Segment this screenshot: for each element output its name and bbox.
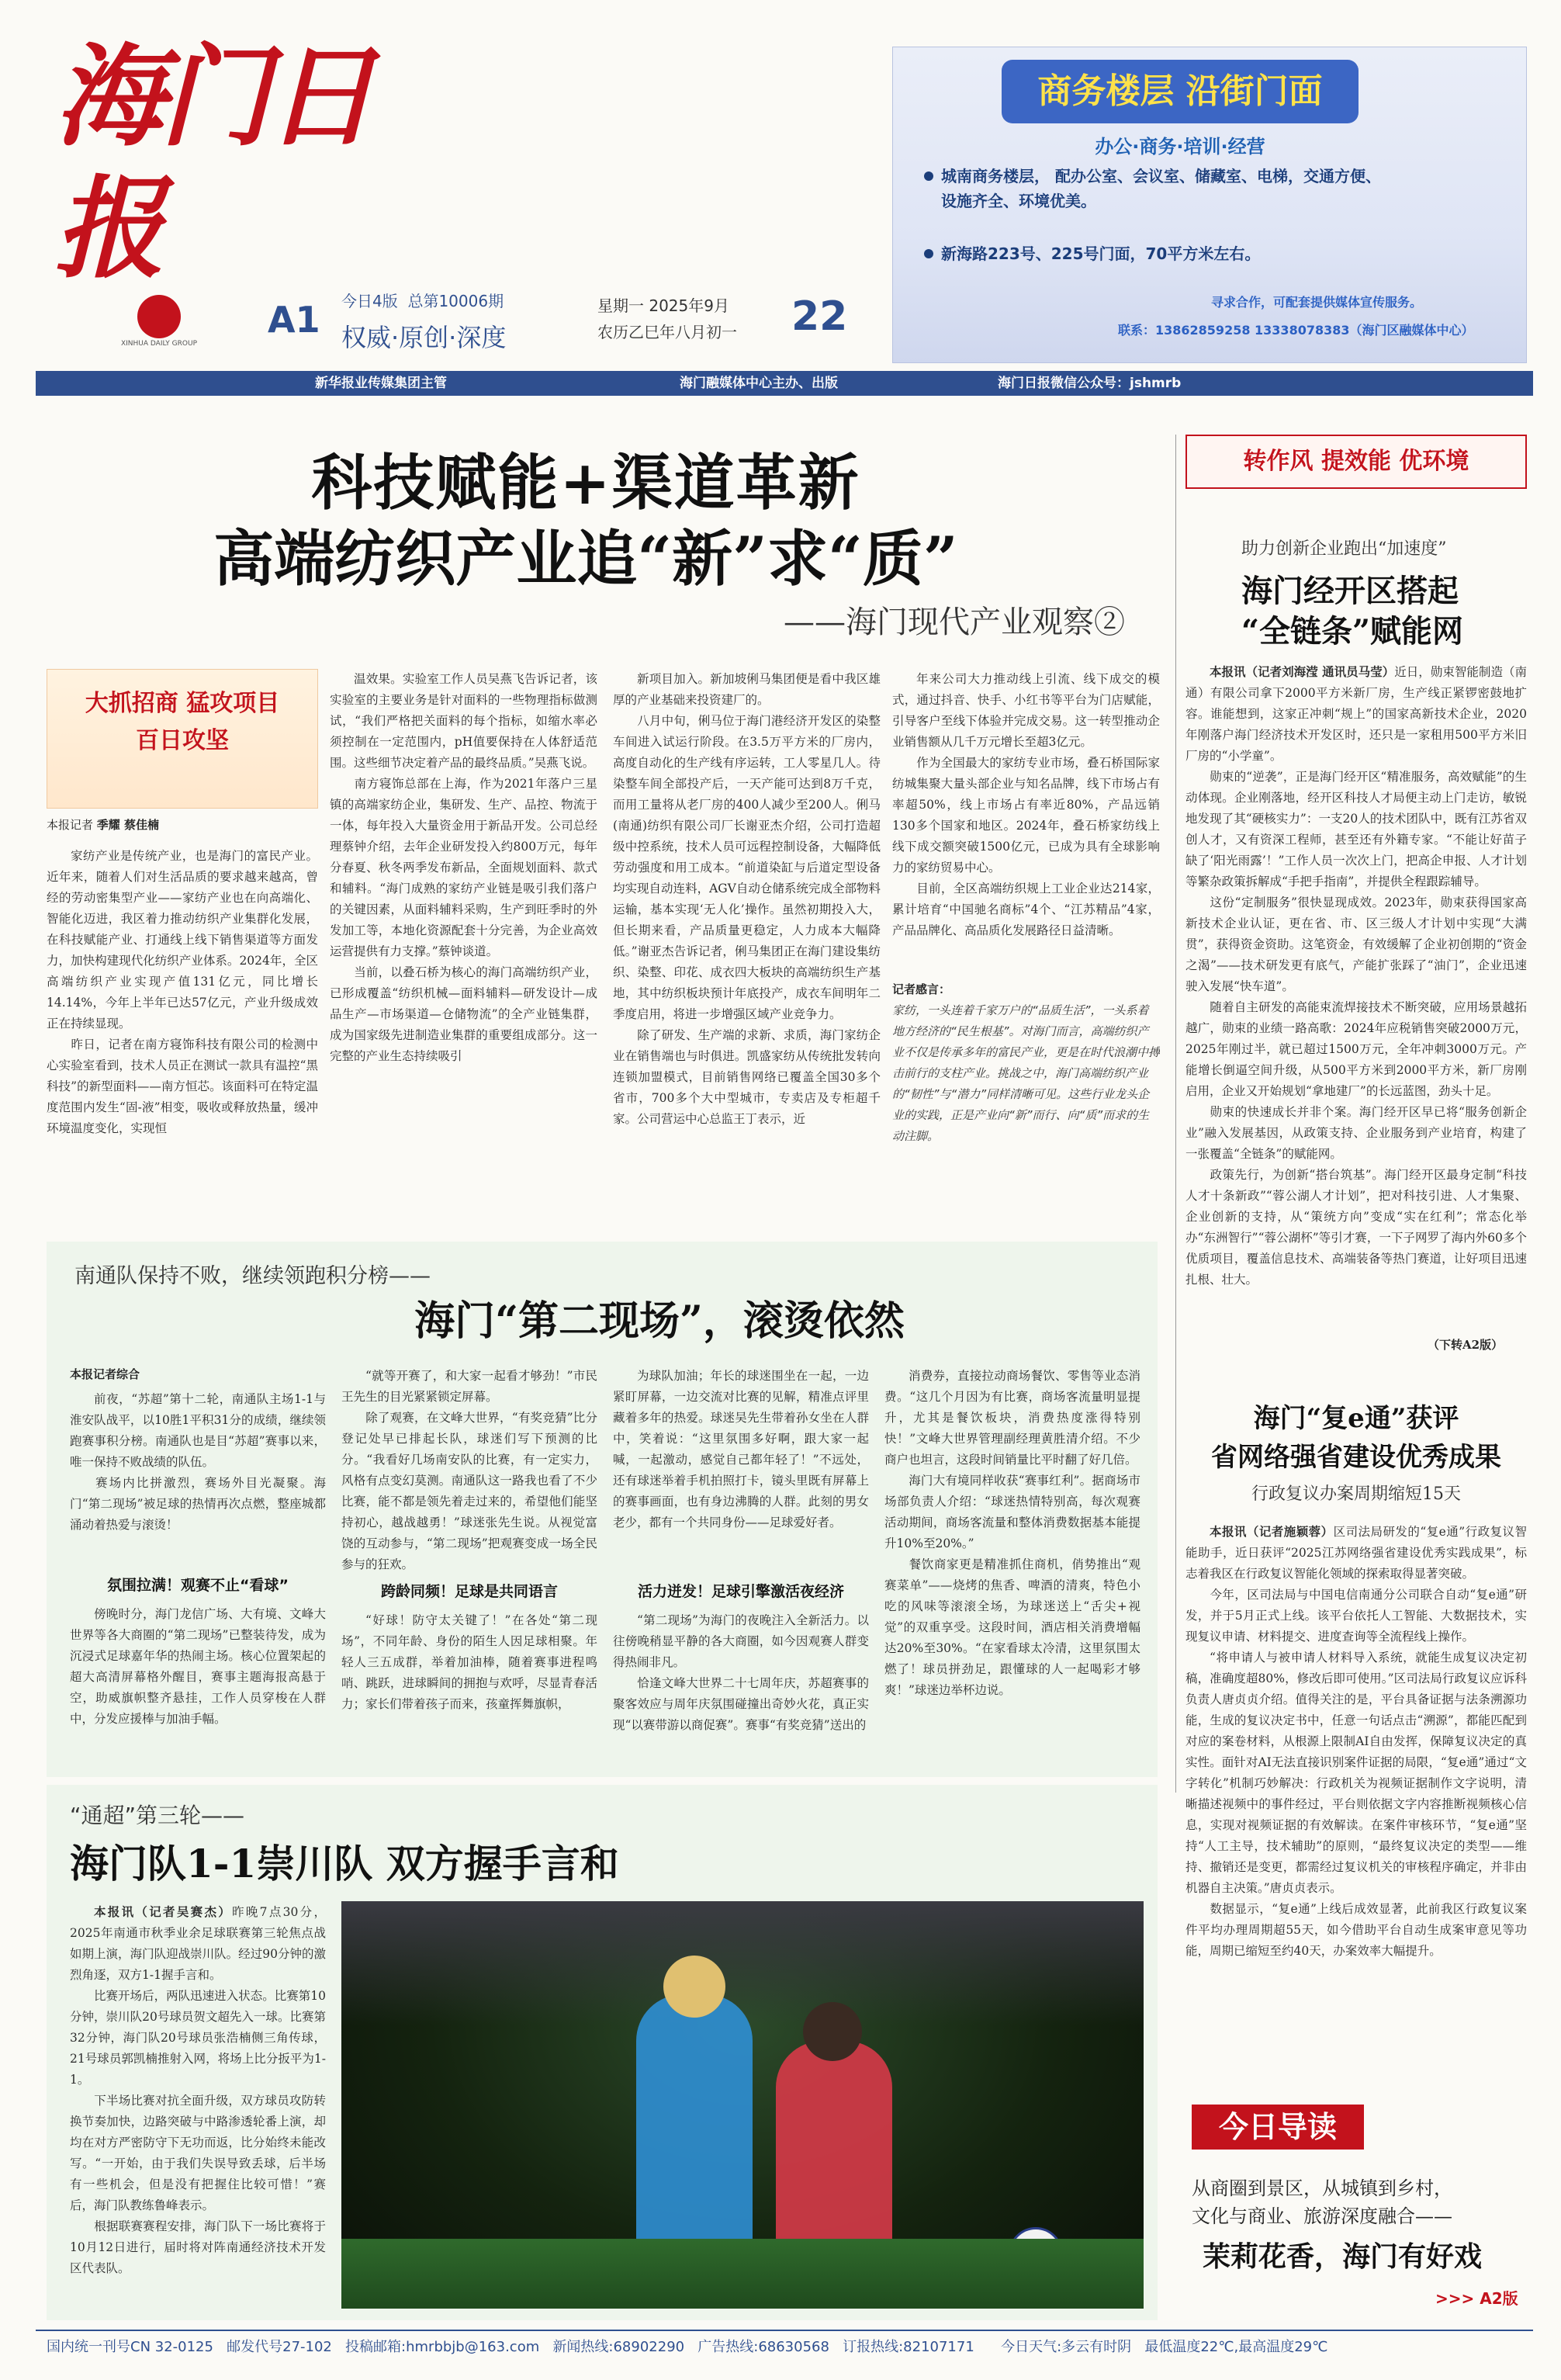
- continued-note: （下转A2版）: [1428, 1338, 1504, 1352]
- lead-byline: 本报记者 季耀 蔡佳楠: [47, 818, 160, 832]
- ad-title: 商务楼层 沿街门面: [1002, 60, 1359, 123]
- sport1-title: 海门“第二现场”，滚烫依然: [414, 1297, 905, 1345]
- campaign-banner: [47, 669, 318, 809]
- lead-col-3: 新项目加入。新加坡俐马集团便是看中我区雄厚的产业基础来投资建厂的。 八月中旬，俐马位于海门港经济开发区的染整车间进入试运行阶段。在3.5万平方米的厂房内，高度自动化的生产线有序运转，工人零星几人。待染整车间全部投产后，一天产能可达到8万千克，而用工量将从老厂房的400人减少至200人。俐马(南通)纺织有限公司厂长谢亚杰介绍，公司打造超级中控系统，技术人员可远程控制设备，大幅降低劳动强度和用工成本。“前道染缸与后道定型设备均实现自动连料，AGV自动仓储系统完成全部物料运输，基本实现‘无人化’操作。虽然初期投入大，但长期来看，产品质量更稳定，人力成本大幅降低。”谢亚杰告诉记者，俐马集团正在海门建设集纺织、染整、印花、成衣四大板块的高端纺织生产基地，其中纺织板块预计年底投产，成衣车间明年二季度启用，将进一步增强区域产业竞争力。 除了研发、生产端的求新、求质，海门家纺企业在销售端也与时俱进。凯盛家纺从传统批发转向连锁加盟模式，目前销售网络已覆盖全国30多个省市，700多个大中型城市，专卖店及专柜超千家。公司营运中心总监王丁表示，近: [613, 672, 881, 1126]
- right-title-1: 海门经开区搭起: [1241, 573, 1459, 609]
- player-blue-head: [663, 1956, 725, 2018]
- ad-bullet-2: 新海路223号、225号门面，70平方米左右。: [924, 241, 1390, 266]
- lead-subtitle: ——海门现代产业观察②: [784, 605, 1125, 640]
- band-right: 海门日报微信公众号：jshmrb: [998, 376, 1182, 391]
- ad-contact: 联系：13862859258 13338078383（海门区融媒体中心）: [1118, 323, 1474, 338]
- slogan-text: 转作风 提效能 优环境: [1243, 448, 1469, 475]
- match-photo: [341, 1901, 1144, 2309]
- publisher-logo-text: XINHUA DAILY GROUP: [120, 340, 197, 348]
- preview-line-2: 文化与商业、旅游深度融合——: [1192, 2205, 1452, 2227]
- today-preview-label: 今日导读: [1192, 2105, 1364, 2150]
- lead-col-2: 温效果。实验室工作人员吴燕飞告诉记者，该实验室的主要业务是针对面料的一些物理指标做测试，“我们严格把关面料的每个指标，如缩水率必须控制在一定范围内，pH值要保持在人体舒适范围。这些细节决定着产品的最终品质。”吴燕飞说。 南方寝饰总部在上海，作为2021年落户三星镇的高端家纺企业，集研发、生产、品控、物流于一体，每年投入大量资金用于新品开发。公司总经理蔡钟介绍，去年企业研发投入约800万元，每年分春夏、秋冬两季发布新品，全面规划面料、款式和辅料。“海门成熟的家纺产业链是吸引我们落户的关键因素，从面料辅料采购，生产到旺季时的外发加工等，本地化资源配套十分完善，为企业高效运营提供有力支撑。”蔡钟谈道。 当前，以叠石桥为核心的海门高端纺织产业，已形成覆盖“纺织机械—面料辅料—研发设计—成品生产—市场渠道—仓储物流”的全产业链集群，成为国家级先进制造业集群的重要组成部分。这一完整的产业生态持续吸引: [330, 672, 597, 1063]
- right-rule: [1175, 435, 1176, 1793]
- bullet-icon: [924, 249, 933, 258]
- player-red-head: [803, 2002, 862, 2061]
- xinhua-logo-icon: [137, 295, 181, 338]
- sport2-byline: 本报讯（记者吴赛杰）: [94, 1904, 233, 1919]
- right-kicker: 助力创新企业跑出“加速度”: [1241, 539, 1447, 559]
- sport1-subhead-2: 跨龄同频！足球是共同语言: [380, 1583, 558, 1600]
- lead-title-line2: 高端纺织产业追“新”求“质”: [213, 524, 958, 594]
- ad-subtitle: 办公·商务·培训·经营: [1095, 136, 1265, 158]
- preview-line-1: 从商圈到景区，从城镇到乡村，: [1192, 2177, 1452, 2199]
- sport2-kicker: “通超”第三轮——: [70, 1803, 245, 1828]
- right-byline-2: 本报讯（记者施颖蓉）: [1210, 1524, 1334, 1539]
- sport2-title: 海门队1-1崇川队 双方握手言和: [70, 1841, 619, 1886]
- lunar-date: 农历乙巳年八月初一: [597, 323, 737, 341]
- right-title-3: 海门“复e通”获评: [1253, 1403, 1459, 1434]
- reporter-note-text: 家纺，一头连着千家万户的“品质生活”，一头系着地方经济的“民生根基”。对海门而言，高端纺织产业不仅是传承多年的富民产业，更是在时代浪潮中搏击前行的支柱产业。挑战之中，海门高端纺织产业的“韧性”与“潜力”同样清晰可见。这些行业龙头企业的实践，正是产业向“新”而行、向“质”而求的生动注脚。: [892, 1003, 1160, 1143]
- motto: 权威·原创·深度: [341, 323, 507, 352]
- right-title-4: 省网络强省建设优秀成果: [1211, 1442, 1501, 1473]
- slogan-box: [1185, 435, 1527, 489]
- footer-rule: [36, 2330, 1533, 2331]
- right-title-2: “全链条”赋能网: [1241, 613, 1464, 650]
- page-count: 今日4版: [341, 292, 398, 310]
- sport1-col-1: 前夜，“苏超”第十二轮，南通队主场1-1与淮安队战平，以10胜1平积31分的成绩，继续领跑赛事积分榜。南通队也是目“苏超”赛事以来，唯一保持不败战绩的队伍。 赛场内比拼激烈，赛场外目光凝聚。海门“第二现场”被足球的热情再次点燃，整座城都涌动着热爱与滚烫！ 氛围拉满！观赛不止“看球” 傍晚时分，海门龙信广场、大有境、文峰大世界等各大商圈的“第二现场”已整装待发，成为沉浸式足球嘉年华的热闹主场。核心位置架起的超大高清屏幕格外醒目，赛事主题海报高悬于空，助威旗帜整齐悬挂，工作人员穿梭在人群中，分发应援棒与加油手幅。: [70, 1392, 326, 1726]
- ad-cta: 寻求合作，可配套提供媒体宣传服务。: [1211, 295, 1423, 310]
- reporter-note: [892, 979, 1160, 1282]
- sport1-subhead-1: 氛围拉满！观赛不止“看球”: [107, 1577, 289, 1594]
- day-number: 22: [791, 293, 848, 340]
- sport1-col-2: “就等开赛了，和大家一起看才够劲！”市民王先生的目光紧紧锁定屏幕。 除了观赛，在文峰大世界，“有奖竞猜”比分登记处早已排起长队，球迷们写下预测的比分。“我看好几场南安队的比赛，有一定实力，风格有点变幻莫测。南通队这一路我也看了不少比赛，能不都是领先着走过来的，希望他们能坚持初心，越战越勇！”球迷张先生说。从视觉富饶的互动参与，“第二现场”把观赛变成一场全民参与的狂欢。 跨龄同频！足球是共同语言 “好球！防守太关键了！”在各处“第二现场”，不同年龄、身份的陌生人因足球相聚。年轻人三五成群，举着加油棒，随着赛事进程鸣哨、跳跃，进球瞬间的拥抱与欢呼，尽显青春活力；家长们带着孩子而来，孩童挥舞旗帜，: [341, 1369, 597, 1711]
- right-article-1: 本报讯（记者刘海滢 通讯员马莹）近日，勋束智能制造（南通）有限公司拿下2000平方米新厂房，生产线正紧锣密鼓地扩容。谁能想到，这家正冲刺“规上”的国家高新技术企业，2020年刚落户海门经济技术开发区时，还只是一家租用500平方米旧厂房的“小学童”。 勋束的“逆袭”，正是海门经开区“精准服务，高效赋能”的生动体现。企业刚落地，经开区科技人才局便主动上门走访，敏锐地发现了其“硬核实力”：一支20人的技术团队中，既有江苏省双创人才，又有资深工程师，甚至还有外籍专家。“不能让好苗子缺了‘阳光雨露’！”工作人员一次次上门，把高企申报、人才计划等繁杂政策拆解成“手把手指南”，并提供全程跟踪辅导。 这份“定制服务”很快显现成效。2023年，勋束获得国家高新技术企业认证，更在省、市、区三级人才计划中实现“大满贯”，获得资金资助。这笔资金，有效缓解了企业初创期的“资金之渴”——技术研发更有底气，产能扩张踩了“油门”，企业迅速驶入发展“快车道”。 随着自主研发的高能束流焊接技术不断突破，应用场景越拓越广，勋束的业绩一路高歌：2024年应税销售突破2000万元，2025年刚过半，就已超过1500万元，全年冲刺3000万元。产能增长倒逼空间升级，从500平方米到2000平方米，新厂房刚启用，企业又开始规划“拿地建厂”的长远蓝图，劲头十足。 勋束的快速成长并非个案。海门经开区早已将“服务创新企业”融入发展基因，从政策支持、企业服务到产业培育，构建了一张覆盖“全链条”的赋能网。 政策先行，为创新“搭台筑基”。海门经开区最身定制“科技人才十条新政”“蓉公湖人才计划”，把对科技引进、人才集聚、企业创新的支持，从“策统方向”变成“实在红利”；常态化举办“东洲智行”“蓉公湖杯”等引才赛，一下子网罗了海内外60多个优质项目，覆盖信息技术、高端装备等热门赛道，让好项目迅速扎根、壮大。: [1185, 664, 1527, 1287]
- footer-info: 国内统一刊号CN 32-0125 邮发代号27-102 投稿邮箱:hmrbbjb@163.com 新闻热线:68902290 广告热线:68630568 订报热线:82107171 今日天气:多云有时阴 最低温度22℃,最高温度29℃: [47, 2339, 1328, 2355]
- preview-title: 茉莉花香，海门有好戏: [1203, 2240, 1483, 2273]
- band-left: 新华报业传媒集团主管: [315, 376, 447, 391]
- edition-number: A1: [268, 299, 320, 341]
- weekday-date: 星期一 2025年9月: [597, 296, 729, 315]
- lead-col-1: 家纺产业是传统产业，也是海门的富民产业。近年来，随着人们对生活品质的要求越来越高，曾经的劳动密集型产业——家纺产业也在向高端化、智能化迈进，我区着力推动纺织产业集群化发展，在科技赋能产业、打通线上线下销售渠道等方面发力，加快构建现代化纺织产业体系。2024年，全区高端纺织产业实现产值131亿元，同比增长14.14%，今年上半年已达57亿元，产业升级成效正在持续显现。 昨日，记者在南方寝饰科技有限公司的检测中心实验室看到，技术人员正在测试一款具有温控“黑科技”的新型面料——南方恒芯。该面料可在特定温度范围内发生“固-液”相变，吸收或释放热量，缓冲环境温度变化，实现恒: [47, 849, 318, 1135]
- ad-bullet-1: 城南商务楼层， 配办公室、会议室、储藏室、电梯，交通方便、设施齐全、环境优美。: [924, 164, 1390, 213]
- masthead-title: 海门日报: [54, 33, 371, 293]
- reporter-note-label: 记者感言：: [892, 982, 951, 996]
- issue-number: 总第10006期: [407, 292, 504, 310]
- lead-title-line1: 科技赋能+渠道革新: [311, 448, 860, 518]
- right-subtitle-2: 行政复议办案周期缩短15天: [1251, 1484, 1461, 1504]
- campaign-banner-text: 大抓招商 猛攻项目 百日攻坚: [85, 690, 280, 754]
- lead-col-4: 年来公司大力推动线上引流、线下成交的模式，通过抖音、快手、小红书等平台为门店赋能，引导客户至线下体验并完成交易。这一转型推动企业销售额从几千万元增长至超3亿元。 作为全国最大的家纺专业市场，叠石桥国际家纺城集聚大量头部企业与知名品牌，线下市场占有率超50%，线上市场占有率近80%，产品远销130多个国家和地区。2024年，叠石桥家纺线上线下成交额突破1500亿元，已成为具有全球影响力的家纺贸易中心。 目前，全区高端纺织规上工业企业达214家，累计培育“中国驰名商标”4个、“江苏精品”4家，产品品牌化、高品质化发展路径日益清晰。: [892, 672, 1160, 937]
- sport1-kicker: 南通队保持不败，继续领跑积分榜——: [74, 1264, 431, 1288]
- header-band: [36, 371, 1533, 396]
- right-byline-1: 本报讯（记者刘海滢 通讯员马莹）: [1210, 664, 1395, 679]
- pitch: [341, 2239, 1144, 2309]
- sport1-subhead-3: 活力迸发！足球引擎激活夜经济: [637, 1583, 844, 1600]
- bullet-icon: [924, 171, 933, 181]
- publisher-logo: [124, 295, 194, 345]
- sport1-byline: 本报记者综合: [70, 1367, 140, 1381]
- sport2-body: 本报讯（记者吴赛杰）昨晚7点30分，2025年南通市秋季业余足球联赛第三轮焦点战如期上演，海门队迎战崇川队。经过90分钟的激烈角逐，双方1-1握手言和。 比赛开场后，两队迅速进入状态。比赛第10分钟，崇川队20号球员贺文超先入一球。比赛第32分钟，海门队20号球员张浩楠侧三角传球，21号球员郭凯楠推射入网，将场上比分扳平为1-1。 下半场比赛对抗全面升级，双方球员攻防转换节奏加快，边路突破与中路渗透轮番上演，却均在对方严密防守下无功而返，比分始终未能改写。“一开始，由于我们失误导致丢球，后半场有一些机会，但是没有把握住比较可惜！”赛后，海门队教练鲁峰表示。 根据联赛赛程安排，海门队下一场比赛将于10月12日进行，届时将对阵南通经济技术开发区代表队。: [70, 1904, 326, 2275]
- sport1-col-3: 为球队加油；年长的球迷围坐在一起，一边紧盯屏幕，一边交流对比赛的见解，精准点评里藏着多年的热爱。球迷吴先生带着孙女坐在人群中，笑着说：“这里氛围多好啊，跟大家一起喊，一起激动，感觉自己都年轻了！”不远处，还有球迷举着手机拍照打卡，镜头里既有屏幕上的赛事画面，也有身边沸腾的人群。此刻的男女老少，都有一个共同身份——足球爱好者。 活力迸发！足球引擎激活夜经济 “第二现场”为海门的夜晚注入全新活力。以往傍晚稍显平静的各大商圈，如今因观赛人群变得热闹非凡。 恰逢文峰大世界二十七周年庆，苏超赛事的聚客效应与周年庆氛围碰撞出奇妙火花，真正实现“以赛带游以商促赛”。赛事“有奖竞猜”送出的: [613, 1369, 869, 1732]
- right-article-2: 本报讯（记者施颖蓉）区司法局研发的“复e通”行政复议智能助手，近日获评“2025江苏网络强省建设优秀实践成果”，标志着我区在行政复议智能化领域的探索取得显著突破。 今年，区司法局与中国电信南通分公司联合自动“复e通”研发，并于5月正式上线。该平台依托人工智能、大数据技术，实现复议申请、材料提交、进度查询等全流程线上操作。 “将申请人与被申请人材料导入系统，就能生成复议决定初稿，准确度超80%，修改后即可使用。”区司法局行政复议应诉科负责人唐贞贞介绍。值得关注的是，平台具备证据与法条溯源功能，生成的复议决定书中，任意一句话点击“溯源”，都能匹配到对应的案卷材料，从根源上限制AI自由发挥，保障复议决定的真实性。面针对AI无法直接识别案件证据的局限，“复e通”通过“文字转化”机制巧妙解决：行政机关为视频证据制作文字说明，清晰描述视频中的事件经过，平台则依据文字内容推断视频核心信息，实现对视频证据的有效解读。在案件审核环节，“复e通”坚持“人工主导，技术辅助”的原则，“最终复议决定的类型——维持、撤销还是变更，都需经过复议机关的审核程序确定，并非由机器自主决策。”唐贞贞表示。 数据显示，“复e通”上线后成效显著，此前我区行政复议案件平均办理周期超55天，如今借助平台自动生成案审意见等功能，周期已缩短至约40天，办案效率大幅提升。: [1185, 1524, 1527, 1958]
- band-center: 海门融媒体中心主办、出版: [680, 376, 838, 391]
- stadium-lights: [341, 1901, 1144, 2025]
- preview-ref: >>> A2版: [1435, 2289, 1518, 2308]
- sport1-col-4: 消费券，直接拉动商场餐饮、零售等业态消费。“这几个月因为有比赛，商场客流量明显提升，尤其是餐饮板块，消费热度涨得特别快！”文峰大世界管理副经理黄胜清介绍。不少商户也坦言，这段时间销量比平时翻了好几倍。 海门大有境同样收获“赛事红利”。据商场市场部负责人介绍：“球迷热情特别高，每次观赛活动期间，商场客流量和整体消费数据基本能提升10%至20%。” 餐饮商家更是精准抓住商机，俏势推出“观赛菜单”——烧烤的焦香、啤酒的清爽，特色小吃的风味等滚滚全场，为球迷送上“舌尖+视觉”的双重享受。这段时间，酒店相关消费增幅达20%至30%。“在家看球太冷清，这里氛围太燃了！球员拼劲足，跟懂球的人一起喝彩才够爽！”球迷边举杯边说。: [884, 1369, 1140, 1697]
- ad-box: [892, 47, 1527, 363]
